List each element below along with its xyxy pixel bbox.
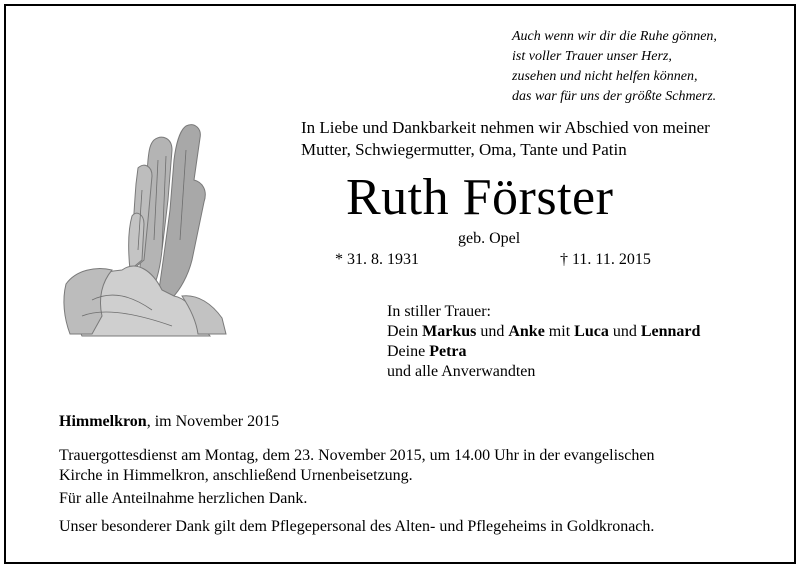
- praying-hands-icon: [62, 120, 230, 340]
- mourner-text: Dein: [387, 323, 419, 340]
- deceased-name: Ruth Förster: [346, 169, 614, 226]
- birth-date: * 31. 8. 1931: [335, 251, 419, 268]
- death-date: † 11. 11. 2015: [560, 251, 651, 268]
- mourner-text: mit: [548, 323, 571, 340]
- thanks-text: Für alle Anteilnahme herzlichen Dank.: [59, 490, 308, 507]
- mourners-line: [387, 342, 700, 362]
- mourner-name: Anke: [508, 323, 545, 340]
- mourner-text: und: [480, 323, 505, 340]
- mourner-name: Luca: [574, 323, 609, 340]
- mourner-name: Petra: [429, 343, 467, 360]
- place-date: [59, 412, 279, 432]
- service-info: [59, 446, 654, 486]
- poem-line: zusehen und nicht helfen können,: [512, 69, 698, 84]
- poem-line: Auch wenn wir dir die Ruhe gönnen,: [512, 29, 717, 44]
- mourner-name: Lennard: [640, 323, 701, 340]
- mourner-name: Markus: [422, 323, 477, 340]
- poem-line: das war für uns der größte Schmerz.: [512, 89, 717, 104]
- mourners-heading: In stiller Trauer:: [387, 303, 491, 320]
- mourner-text: Deine: [387, 343, 426, 360]
- maiden-name: geb. Opel: [458, 230, 521, 247]
- intro-line: In Liebe und Dankbarkeit nehmen wir Abschied von meiner: [301, 118, 710, 137]
- intro-text: [301, 117, 710, 161]
- intro-line: Mutter, Schwiegermutter, Oma, Tante und Patin: [301, 140, 627, 159]
- mourner-text: und: [612, 323, 637, 340]
- mourners-line: [387, 322, 700, 342]
- mourners-line: und alle Anverwandten: [387, 363, 536, 380]
- poem-line: ist voller Trauer unser Herz,: [512, 49, 672, 64]
- service-line: Kirche in Himmelkron, anschließend Urnenbeisetzung.: [59, 467, 413, 484]
- special-thanks-text: Unser besonderer Dank gilt dem Pflegepersonal des Alten- und Pflegeheims in Goldkronach.: [59, 518, 655, 535]
- mourners-block: [387, 302, 700, 382]
- place-town: Himmelkron: [59, 413, 147, 430]
- place-date-text: , im November 2015: [146, 413, 280, 430]
- poem: [512, 27, 717, 107]
- service-line: Trauergottesdienst am Montag, dem 23. November 2015, um 14.00 Uhr in der evangelischen: [59, 447, 655, 464]
